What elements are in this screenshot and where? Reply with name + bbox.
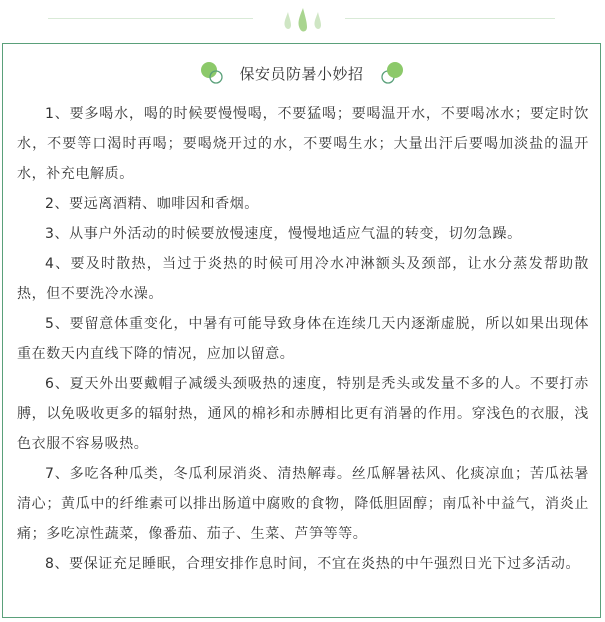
tips-list	[17, 99, 589, 579]
tip-paragraph-8: 8、要保证充足睡眠，合理安排作息时间，不宜在炎热的中午强烈日光下过多活动。	[45, 556, 581, 572]
water-drops-icon	[279, 6, 327, 36]
content-card	[2, 43, 601, 618]
tip-paragraph-3: 3、从事户外活动的时候要放慢速度，慢慢地适应气温的转变，切勿急躁。	[45, 226, 522, 242]
tip-paragraph-4: 4、要及时散热，当过于炎热的时候可用冷水冲淋额头及颈部，让水分蒸发帮助散热，但不要洗冷水澡。	[17, 256, 589, 302]
top-divider-right	[345, 18, 555, 19]
tip-paragraph-7: 7、多吃各种瓜类，冬瓜利尿消炎、清热解毒。丝瓜解暑祛风、化痰凉血；苦瓜祛暑清心；黄瓜中的纤维素可以排出肠道中腐败的食物，降低胆固醇；南瓜补中益气，消炎止痛；多吃凉性蔬菜，像番茄、茄子、生菜、芦笋等等。	[17, 466, 589, 542]
title-bar	[3, 60, 600, 88]
tip-paragraph-5: 5、要留意体重变化，中暑有可能导致身体在连续几天内逐渐虚脱，所以如果出现体重在数天内直线下降的情况，应加以留意。	[17, 316, 589, 362]
page-title: 保安员防暑小妙招	[239, 65, 364, 83]
top-divider-left	[48, 18, 253, 19]
tip-paragraph-6: 6、夏天外出要戴帽子减缓头颈吸热的速度，特别是秃头或发量不多的人。不要打赤膊，以免吸收更多的辐射热，通风的棉衫和赤膊相比更有消暑的作用。穿浅色的衣服，浅色衣服不容易吸热。	[17, 376, 589, 452]
tip-paragraph-1: 1、要多喝水，喝的时候要慢慢喝，不要猛喝；要喝温开水，不要喝冰水；要定时饮水，不要等口渴时再喝；要喝烧开过的水，不要喝生水；大量出汗后要喝加淡盐的温开水，补充电解质。	[17, 106, 589, 182]
tip-paragraph-2: 2、要远离酒精、咖啡因和香烟。	[45, 196, 259, 212]
leaf-bubble-icon	[379, 60, 405, 86]
top-decoration	[0, 0, 605, 40]
